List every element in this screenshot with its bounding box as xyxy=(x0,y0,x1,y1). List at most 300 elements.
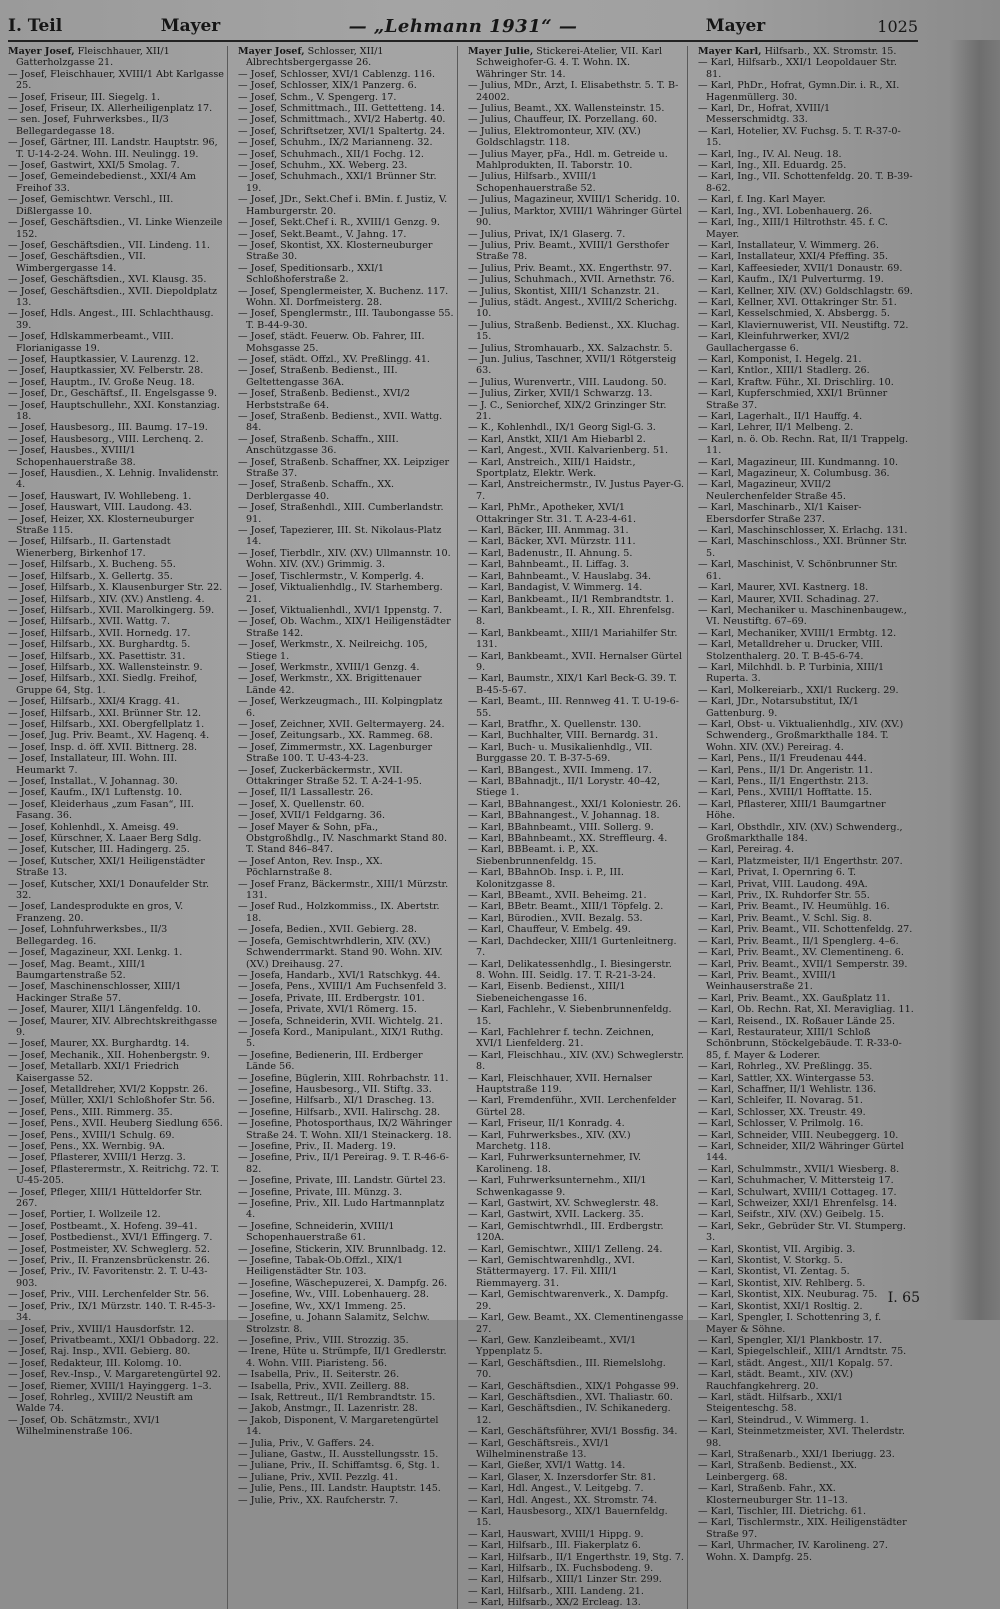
page-number: 1025 xyxy=(877,16,918,36)
directory-entry xyxy=(698,1073,915,1084)
entry-text: — Karl, Kleinfuhrwerker, XVI/2 Gaullachergasse 6. xyxy=(698,331,850,354)
entry-text: — Karl, Steindrud., V. Wimmerg. 1. xyxy=(698,1414,869,1426)
page-header xyxy=(8,14,918,38)
directory-entry xyxy=(238,901,454,924)
directory-entry xyxy=(468,1540,684,1551)
directory-entry xyxy=(468,594,684,605)
entry-text: — Josef, Priv., XVIII/1 Hausdorfstr. 12. xyxy=(8,1323,195,1335)
directory-entry xyxy=(698,1061,915,1072)
entry-text: — Josef, Postmeister, XV. Schweglerg. 52. xyxy=(8,1243,210,1255)
directory-entry xyxy=(238,286,454,309)
entry-text: — Karl, Schulmmstr., XVII/1 Wiesberg. 8. xyxy=(698,1163,900,1175)
entry-text: — Josef, Gemischtwr. Verschl., III. Dißlergasse 10. xyxy=(8,194,174,217)
entry-text: — Josef, Hausbesorg., III. Baumg. 17–19. xyxy=(8,422,208,434)
directory-entry xyxy=(8,1358,224,1369)
directory-entry xyxy=(698,787,915,798)
directory-entry xyxy=(698,286,915,297)
entry-text: — Karl, Maurer, XVI. Kastnerg. 18. xyxy=(698,582,869,594)
entry-lead-name: Mayer Karl, xyxy=(698,46,762,57)
directory-entry xyxy=(468,1255,684,1289)
entry-text: — Karl, Hausbesorg., XIX/1 Bauernfeldg. 15. xyxy=(468,1506,668,1529)
directory-entry xyxy=(8,1084,224,1095)
entry-text: — Karl, Fuhrwerksunternehmer, IV. Karolineng. 18. xyxy=(468,1152,642,1175)
directory-entry xyxy=(698,685,915,696)
directory-entry xyxy=(468,422,684,433)
directory-entry xyxy=(238,103,454,114)
entry-text: — Josef, Straßenb. Schaffn., XX. Derblergasse 40. xyxy=(238,479,395,502)
directory-entry xyxy=(698,936,915,947)
entry-text: — Karl, Fuhrwerksunternehm., XII/1 Schwenkagasse 9. xyxy=(468,1175,647,1198)
directory-entry xyxy=(698,46,915,57)
entry-text: Hilfsarb., XX. Stromstr. 15. xyxy=(764,46,897,57)
directory-entry xyxy=(698,297,915,308)
directory-entry xyxy=(8,981,224,1004)
directory-entry xyxy=(698,1095,915,1106)
directory-entry xyxy=(698,799,915,822)
directory-entry xyxy=(468,582,684,593)
directory-entry xyxy=(468,673,684,696)
directory-entry xyxy=(238,331,454,354)
entry-lead-name: Mayer Josef, xyxy=(8,46,75,57)
entry-text: — Josef, Straßenb. Bedienst., XVII. Wattg. 84. xyxy=(238,411,443,434)
entry-text: — Karl, Skontist, V. Storkg. 5. xyxy=(698,1255,843,1267)
guide-word-left: Mayer xyxy=(160,16,221,36)
directory-entry xyxy=(468,1289,684,1312)
entry-text: — Julius, Beamt., XX. Wallensteinstr. 15. xyxy=(468,103,665,115)
directory-entry xyxy=(468,1426,684,1437)
directory-entry xyxy=(698,628,915,639)
directory-entry xyxy=(8,160,224,171)
directory-entry xyxy=(238,1118,454,1141)
entry-text: — Karl, Pens., II/1 Freudenau 444. xyxy=(698,753,867,765)
directory-entry xyxy=(468,103,684,114)
directory-entry xyxy=(698,1278,915,1289)
directory-entry xyxy=(8,787,224,798)
directory-entry xyxy=(238,263,454,286)
entry-text: — Karl, BBahnbeamt., VIII. Sollerg. 9. xyxy=(468,821,654,833)
directory-entry xyxy=(698,1209,915,1220)
directory-entry xyxy=(698,696,915,719)
entry-text: — Karl, Hotelier, XV. Fuchsg. 5. T. R-37-0-15. xyxy=(698,125,901,149)
directory-entry xyxy=(238,1084,454,1095)
directory-entry xyxy=(698,890,915,901)
entry-text: — Karl, Geschäftsreis., XVI/1 Wilhelminenstraße 13. xyxy=(468,1437,610,1460)
directory-entry xyxy=(468,1483,684,1494)
directory-entry xyxy=(238,365,454,388)
directory-entry xyxy=(698,970,915,993)
directory-entry xyxy=(468,1130,684,1153)
entry-text: — Josef, Werkmstr., XVIII/1 Genzg. 4. xyxy=(238,661,420,673)
directory-entry xyxy=(698,457,915,468)
directory-entry xyxy=(8,1061,224,1084)
entry-text: — Karl, Skontist, VI. Zentag. 5. xyxy=(698,1266,850,1278)
directory-entry xyxy=(238,1221,454,1244)
directory-entry xyxy=(468,388,684,399)
entry-text: — Karl, Bankbeamt., I. R., XII. Ehrenfelsg. 8. xyxy=(468,604,675,628)
page-gutter-shadow xyxy=(948,40,1000,1320)
directory-entry xyxy=(468,1175,684,1198)
entry-text: — Josef, Redakteur, III. Kolomg. 10. xyxy=(8,1357,182,1369)
entry-text: — Josef, Hauptkassier, V. Laurenzg. 12. xyxy=(8,353,199,365)
entry-text: — Josef, Hilfsarb., XX. Burghardtg. 5. xyxy=(8,639,191,651)
entry-text: — Karl, Schlosser, V. Prilmolg. 16. xyxy=(698,1118,864,1130)
directory-entry xyxy=(238,1483,454,1494)
directory-entry xyxy=(468,149,684,172)
entry-text: — Karl, Chauffeur, V. Embelg. 49. xyxy=(468,924,631,936)
entry-text: — Karl, Kellner, XVI. Ottakringer Str. 51. xyxy=(698,296,897,308)
directory-entry xyxy=(8,1255,224,1266)
entry-text: — Karl, Skontist, XXI/1 Rosltig. 2. xyxy=(698,1300,863,1312)
entry-text: — Julius, Skontist, XIII/1 Schanzstr. 21. xyxy=(468,285,660,297)
entry-text: — Karl, Hauswart, XVIII/1 Hippg. 9. xyxy=(468,1528,644,1540)
entry-text: — Karl, Steinmetzmeister, XVI. Thelerdstr. 98. xyxy=(698,1426,905,1449)
directory-entry xyxy=(468,605,684,628)
entry-text: — Josefine, Priv., II/1 Pereirag. 9. T. R-46-6-82. xyxy=(238,1152,449,1175)
entry-text: — Josef, Insp. d. öff. XVII. Bittnerg. 28. xyxy=(8,741,198,753)
directory-entry xyxy=(8,388,224,399)
entry-text: — Josef, Maschinenschlosser, XIII/1 Hackinger Straße 57. xyxy=(8,981,182,1004)
directory-entry xyxy=(468,240,684,263)
entry-text: — Josef, Maurer, XX. Burghardtg. 14. xyxy=(8,1038,190,1050)
entry-text: — Karl, Lehrer, II/1 Melbeng. 2. xyxy=(698,422,854,434)
directory-entry xyxy=(468,343,684,354)
entry-text: — Josef, Priv., VIII. Lerchenfelder Str. 56. xyxy=(8,1289,210,1301)
entry-text: — Josefine, Priv., XII. Ludo Hartmannplatz 4. xyxy=(238,1198,445,1221)
directory-entry xyxy=(8,1209,224,1220)
entry-text: — Josef, Schlosser, XVI/1 Cablenzg. 116. xyxy=(238,68,436,80)
directory-entry xyxy=(238,605,454,616)
entry-text: — Josef, Friseur, III. Siegelg. 1. xyxy=(8,91,160,103)
directory-entry xyxy=(238,240,454,263)
directory-entry xyxy=(468,1472,684,1483)
entry-text: — Karl, Platzmeister, II/1 Engerthstr. 207. xyxy=(698,855,903,867)
entry-text: — Karl, Spengler, I. Schottenring 3, f. Mayer & Söhne. xyxy=(698,1312,882,1335)
directory-entry xyxy=(8,1130,224,1141)
directory-entry xyxy=(238,1027,454,1050)
directory-entry xyxy=(698,331,915,354)
directory-entry xyxy=(8,103,224,114)
entry-text: — Josef, Fleischhauer, XVIII/1 Abt Karlgasse 25. xyxy=(8,68,224,92)
directory-entry xyxy=(698,251,915,262)
entry-text: — Josef, Hilfsarb., X. Klausenburger Str. 22. xyxy=(8,582,223,594)
directory-entry xyxy=(238,160,454,171)
entry-text: — Karl, Bandagist, V. Wimmerg. 14. xyxy=(468,582,643,594)
entry-text: — Josef, Werkmstr., XX. Brigittenauer Lände 42. xyxy=(238,673,422,696)
directory-entry xyxy=(8,468,224,491)
entry-text: — Josef, X. Quellenstr. 60. xyxy=(238,798,365,810)
entry-text: — Karl, Buch- u. Musikalienhdlg., VII. Burggasse 20. T. B-37-5-69. xyxy=(468,741,653,765)
directory-entry xyxy=(238,1415,454,1438)
entry-text: — Juliane, Gastw., II. Ausstellungsstr. 15. xyxy=(238,1448,439,1460)
entry-lead-name: Mayer Julie, xyxy=(468,46,534,57)
entry-text: — Karl, Geschäftsführer, XVI/1 Bossfig. 34. xyxy=(468,1426,678,1438)
directory-entry xyxy=(468,171,684,194)
directory-entry xyxy=(8,1118,224,1129)
entry-text: — Josef, Ob. Wachm., XIX/1 Heiligenstädter Straße 142. xyxy=(238,616,451,639)
directory-entry xyxy=(468,126,684,149)
directory-entry xyxy=(238,662,454,673)
entry-text: — Josef Anton, Rev. Insp., XX. Pöchlarnstraße 8. xyxy=(238,855,383,879)
directory-entry xyxy=(698,1312,915,1335)
directory-entry xyxy=(468,1335,684,1358)
entry-text: — Karl, Metalldreher u. Drucker, VIII. Stolzenthalerg. 20. T. B-45-6-74. xyxy=(698,639,883,662)
entry-text: — Karl, Ing., XIII/1 Hiltrothstr. 45. f. C. Mayer. xyxy=(698,217,888,240)
entry-text: — Karl, Hilfsarb., XIII. Landeng. 21. xyxy=(468,1585,644,1597)
directory-entry xyxy=(8,1221,224,1232)
directory-entry xyxy=(698,1266,915,1277)
directory-entry xyxy=(238,1495,454,1506)
directory-entry xyxy=(468,548,684,559)
entry-text: — Karl, Ing., VII. Schottenfeldg. 20. T. B-39-8-62. xyxy=(698,171,913,194)
directory-entry xyxy=(238,308,454,331)
entry-text: — Josef, Hilfsarb., X. Bucheng. 55. xyxy=(8,559,176,571)
entry-text: — Karl, BBahnOb. Insp. i. P., III. Kolonitzgasse 8. xyxy=(468,867,624,890)
directory-entry xyxy=(468,1529,684,1540)
entry-text: — Karl, Pflasterer, XIII/1 Baumgartner Höhe. xyxy=(698,798,886,822)
entry-text: — Josefine, Private, III. Münzg. 3. xyxy=(238,1186,403,1198)
entry-text: — Josef, Straßenb. Schaffner, XX. Leipziger Straße 37. xyxy=(238,456,450,480)
section-label: I. Teil xyxy=(8,16,63,36)
entry-text: — Josefa, Private, XVI/1 Römerg. 15. xyxy=(238,1004,417,1016)
entry-text: — Karl, Privat, I. Opernring 6. T. xyxy=(698,867,857,879)
entry-text: — Karl, BBahnadjt., II/1 Lorystr. 40–42, Stiege 1. xyxy=(468,776,661,799)
directory-entry xyxy=(468,628,684,651)
entry-text: — Karl, Lagerhalt., II/1 Hauffg. 4. xyxy=(698,411,863,422)
directory-entry xyxy=(468,1095,684,1118)
entry-text: — Karl, Hilfsarb., XX/2 Ercleag. 13. xyxy=(468,1597,641,1609)
directory-entry xyxy=(238,1016,454,1027)
entry-text: — J. C., Seniorchef, XIX/2 Grinzinger Str. 21. xyxy=(468,399,667,422)
directory-entry xyxy=(468,1563,684,1574)
directory-entry xyxy=(238,229,454,240)
entry-text: — Josef, Geschäftsdien., VII. Wimbergergasse 14. xyxy=(8,251,146,274)
directory-entry xyxy=(238,765,454,788)
directory-entry xyxy=(8,308,224,331)
directory-entry xyxy=(238,810,454,821)
directory-entry xyxy=(8,1392,224,1415)
entry-text: — Karl, Bürodien., XVII. Bezalg. 53. xyxy=(468,912,643,924)
directory-entry xyxy=(238,1472,454,1483)
entry-text: — Karl, Beamt., III. Rennweg 41. T. U-19-6-55. xyxy=(468,696,679,719)
directory-entry xyxy=(468,1495,684,1506)
entry-text: — Josef Franz, Bäckermstr., XIII/1 Mürzstr. 131. xyxy=(238,878,449,902)
directory-entry xyxy=(468,719,684,730)
directory-entry xyxy=(8,582,224,593)
directory-entry xyxy=(8,924,224,947)
directory-entry xyxy=(8,1095,224,1106)
entry-text: — Karl, Dachdecker, XIII/1 Gurtenleitnerg. 7. xyxy=(468,935,677,959)
directory-entry xyxy=(698,502,915,525)
directory-entry xyxy=(698,913,915,924)
directory-entry xyxy=(468,1403,684,1426)
entry-text: — Josef, Pens., XVIII/1 Schulg. 69. xyxy=(8,1129,175,1141)
entry-text: — Karl, Schneider, VIII. Neubeggerg. 10. xyxy=(698,1129,899,1141)
directory-entry xyxy=(468,776,684,799)
directory-entry xyxy=(8,1346,224,1357)
entry-text: — Isak, Rettreut., II/1 Rembrandtstr. 15. xyxy=(238,1391,436,1403)
directory-entry xyxy=(238,924,454,935)
entry-text: — Karl, Geschäftsdien., III. Riemelslohg. 70. xyxy=(468,1357,666,1381)
directory-entry xyxy=(698,411,915,422)
entry-text: — Josef, Straßenhdl., XIII. Cumberlandstr. 91. xyxy=(238,502,444,525)
directory-entry xyxy=(468,844,684,867)
entry-text: — Karl, Kesselschmied, X. Absbergg. 5. xyxy=(698,308,890,320)
entry-text: — Karl, Schaffner, II/1 Wehlistr. 136. xyxy=(698,1083,877,1095)
directory-entry xyxy=(8,217,224,240)
directory-entry xyxy=(468,924,684,935)
entry-text: — Josef, Rev.-Insp., V. Margaretengürtel 92. xyxy=(8,1369,221,1381)
directory-entry xyxy=(8,833,224,844)
directory-entry xyxy=(238,1187,454,1198)
directory-entry xyxy=(468,1381,684,1392)
entry-text: — Josef, Metallarb. XXI/1 Friedrich Kaisergasse 52. xyxy=(8,1061,180,1084)
directory-entry xyxy=(698,1517,915,1540)
directory-entry xyxy=(468,80,684,103)
entry-text: — Josef, Werkzeugmach., III. Kolpingplatz 6. xyxy=(238,696,443,719)
directory-entry xyxy=(8,799,224,822)
directory-entry xyxy=(238,616,454,639)
entry-text: — Karl, Hilfsarb., XIII/1 Linzer Str. 299. xyxy=(468,1574,662,1586)
entry-text: — Josef, Friseur, IX. Allerheiligenplatz 17. xyxy=(8,103,213,115)
directory-entry xyxy=(8,251,224,274)
directory-entry xyxy=(8,1141,224,1152)
directory-entry xyxy=(468,1027,684,1050)
entry-text: — Julius, Straßenb. Bedienst., XX. Kluchag. 15. xyxy=(468,319,680,343)
directory-entry xyxy=(8,559,224,570)
entry-text: Stickerei-Atelier, VII. Karl Schweighofer-G. 4. T. Wohn. IX. Währinger Str. 14. xyxy=(476,46,663,80)
entry-text: — Karl, Tischler, III. Dietrichg. 61. xyxy=(698,1506,867,1517)
entry-text: — Josef, Geschäftsdien., XVI. Klausg. 35. xyxy=(8,274,207,286)
directory-entry xyxy=(468,959,684,982)
entry-text: — Josef, Maurer, XII/1 Längenfeldg. 10. xyxy=(8,1004,201,1016)
directory-entry xyxy=(698,103,915,126)
directory-entry xyxy=(8,1381,224,1392)
entry-lead-name: Mayer Josef, xyxy=(238,46,305,57)
directory-entry xyxy=(238,856,454,879)
entry-text: — Karl, Priv., IX. Ruhdorfer Str. 55. xyxy=(698,890,870,902)
entry-text: — Karl, Spiegelschleif., XIII/1 Arndtstr. 75. xyxy=(698,1346,907,1358)
entry-text: — Karl, Skontist, XIV. Rehlberg. 5. xyxy=(698,1277,866,1289)
entry-text: — Josefine, Wv., XX/1 Immeng. 25. xyxy=(238,1300,406,1312)
directory-entry xyxy=(238,1141,454,1152)
directory-entry xyxy=(8,639,224,650)
directory-entry xyxy=(8,1324,224,1335)
directory-entry xyxy=(8,673,224,696)
entry-text: — Karl, Friseur, II/1 Konradg. 4. xyxy=(468,1118,625,1130)
entry-text: — Josef, Speditionsarb., XXI/1 Schloßhoferstraße 2. xyxy=(238,262,384,286)
entry-text: — Josef, Schlosser, XIX/1 Panzerg. 6. xyxy=(238,80,417,92)
directory-entry xyxy=(698,1175,915,1186)
directory-entry xyxy=(8,822,224,833)
directory-entry xyxy=(8,616,224,627)
directory-entry xyxy=(238,411,454,434)
directory-entry xyxy=(468,822,684,833)
directory-entry xyxy=(8,365,224,376)
directory-entry xyxy=(8,708,224,719)
entry-text: — Karl, Maschinschloss., XXI. Brünner Str. 5. xyxy=(698,536,907,559)
entry-text: — Karl, Priv. Beamt., XVII/1 Semperstr. 39. xyxy=(698,958,908,970)
directory-entry xyxy=(238,970,454,981)
entry-text: — Josef, Pens., XX. Wernbig. 9A. xyxy=(8,1141,165,1152)
entry-text: — Josef, Gärtner, III. Landstr. Hauptstr. 96, T. U-14-2-24. Wohn. III. Neulingg. 19. xyxy=(8,137,218,160)
directory-entry xyxy=(8,776,224,787)
entry-text: — Karl, Tischlermstr., XIX. Heiligenstädter Straße 97. xyxy=(698,1517,907,1540)
directory-entry xyxy=(698,1483,915,1506)
directory-entry xyxy=(8,1187,224,1210)
entry-text: — Karl, PhDr., Hofrat, Gymn.Dir. i. R., XI. Hagenmüllerg. 30. xyxy=(698,80,900,103)
entry-text: — Josef, Straßenb. Bedienst., XVI/2 Herbststraße 64. xyxy=(238,388,411,411)
directory-entry xyxy=(8,400,224,423)
entry-text: — Julius, Hilfsarb., XVIII/1 Schopenhauerstraße 52. xyxy=(468,171,598,194)
directory-entry xyxy=(468,194,684,205)
directory-entry xyxy=(468,1438,684,1461)
directory-entry xyxy=(238,1289,454,1300)
entry-text: — Karl, Kaffeesieder, XVII/1 Donaustr. 69. xyxy=(698,262,903,274)
directory-entry xyxy=(698,149,915,160)
directory-entry xyxy=(468,1244,684,1255)
entry-text: — Josef, Jug. Priv. Beamt., XV. Hagenq. 4. xyxy=(8,730,210,742)
entry-text: — Julius, Zirker, XVII/1 Schwarzg. 13. xyxy=(468,388,653,400)
directory-entry xyxy=(698,1540,915,1563)
entry-text: — Josefine, Tabak-Ob.Offzl., XIX/1 Heiligenstädter Str. 103. xyxy=(238,1255,404,1278)
entry-text: — Josef, Schuhm., IX/2 Marianneng. 32. xyxy=(238,137,433,149)
entry-text: — Josef, Priv., II. Franzensbrückenstr. 26. xyxy=(8,1255,210,1267)
directory-entry xyxy=(8,1050,224,1061)
directory-entry xyxy=(468,867,684,890)
directory-entry xyxy=(698,206,915,217)
directory-entry xyxy=(8,1266,224,1289)
entry-text: — Karl, Gastwirt, XV. Schweglerstr. 48. xyxy=(468,1198,659,1210)
directory-entry xyxy=(8,422,224,433)
directory-entry xyxy=(238,822,454,856)
directory-entry xyxy=(698,1506,915,1517)
directory-entry xyxy=(698,263,915,274)
directory-entry xyxy=(698,776,915,787)
entry-text: — Josefa, Schneiderin, XVII. Wichtelg. 21. xyxy=(238,1015,443,1027)
directory-entry xyxy=(468,1460,684,1471)
entry-text: — Josef, Hilfsarb., XX. Pasettistr. 31. xyxy=(8,650,186,662)
directory-entry xyxy=(238,993,454,1004)
entry-text: — Karl, Pens., II/1 Dr. Angeristr. 11. xyxy=(698,764,873,776)
directory-entry xyxy=(468,810,684,821)
entry-text: — Karl, Sattler, XX. Wintergasse 53. xyxy=(698,1072,875,1084)
directory-entry xyxy=(8,856,224,879)
directory-entry xyxy=(468,890,684,901)
directory-entry xyxy=(238,1335,454,1346)
entry-text: — Josef, Pflasterer, XVIII/1 Herzg. 3. xyxy=(8,1152,186,1164)
directory-entry xyxy=(698,867,915,878)
directory-entry xyxy=(698,959,915,970)
directory-entry xyxy=(698,525,915,536)
entry-text: — Josef, Hauptm., IV. Große Neug. 18. xyxy=(8,376,195,388)
directory-entry xyxy=(468,936,684,959)
entry-text: — Karl, Priv. Beamt., XX. Gaußplatz 11. xyxy=(698,992,891,1004)
entry-text: — Josef, Schriftsetzer, XVI/1 Spaltertg. 24. xyxy=(238,125,446,137)
directory-entry xyxy=(698,320,915,331)
entry-text: — Karl, Gemischtwarenverk., X. Dampfg. 29. xyxy=(468,1289,669,1312)
directory-entry xyxy=(698,639,915,662)
directory-entry xyxy=(698,194,915,205)
directory-entry xyxy=(698,1244,915,1255)
directory-entry xyxy=(468,1209,684,1220)
entry-text: — Julius, Marktor, XVIII/1 Währinger Gürtel 90. xyxy=(468,205,682,229)
directory-entry xyxy=(238,1152,454,1175)
entry-text: — Josef, Installat., V. Johannag. 30. xyxy=(8,776,178,787)
entry-text: — Josefine, Wv., VIII. Lobenhauerg. 28. xyxy=(238,1289,429,1301)
directory-entry xyxy=(8,1016,224,1039)
directory-entry xyxy=(238,69,454,80)
entry-text: — Josef, JDr., Sekt.Chef i. BMin. f. Justiz, V. Hamburgerstr. 20. xyxy=(238,194,448,217)
